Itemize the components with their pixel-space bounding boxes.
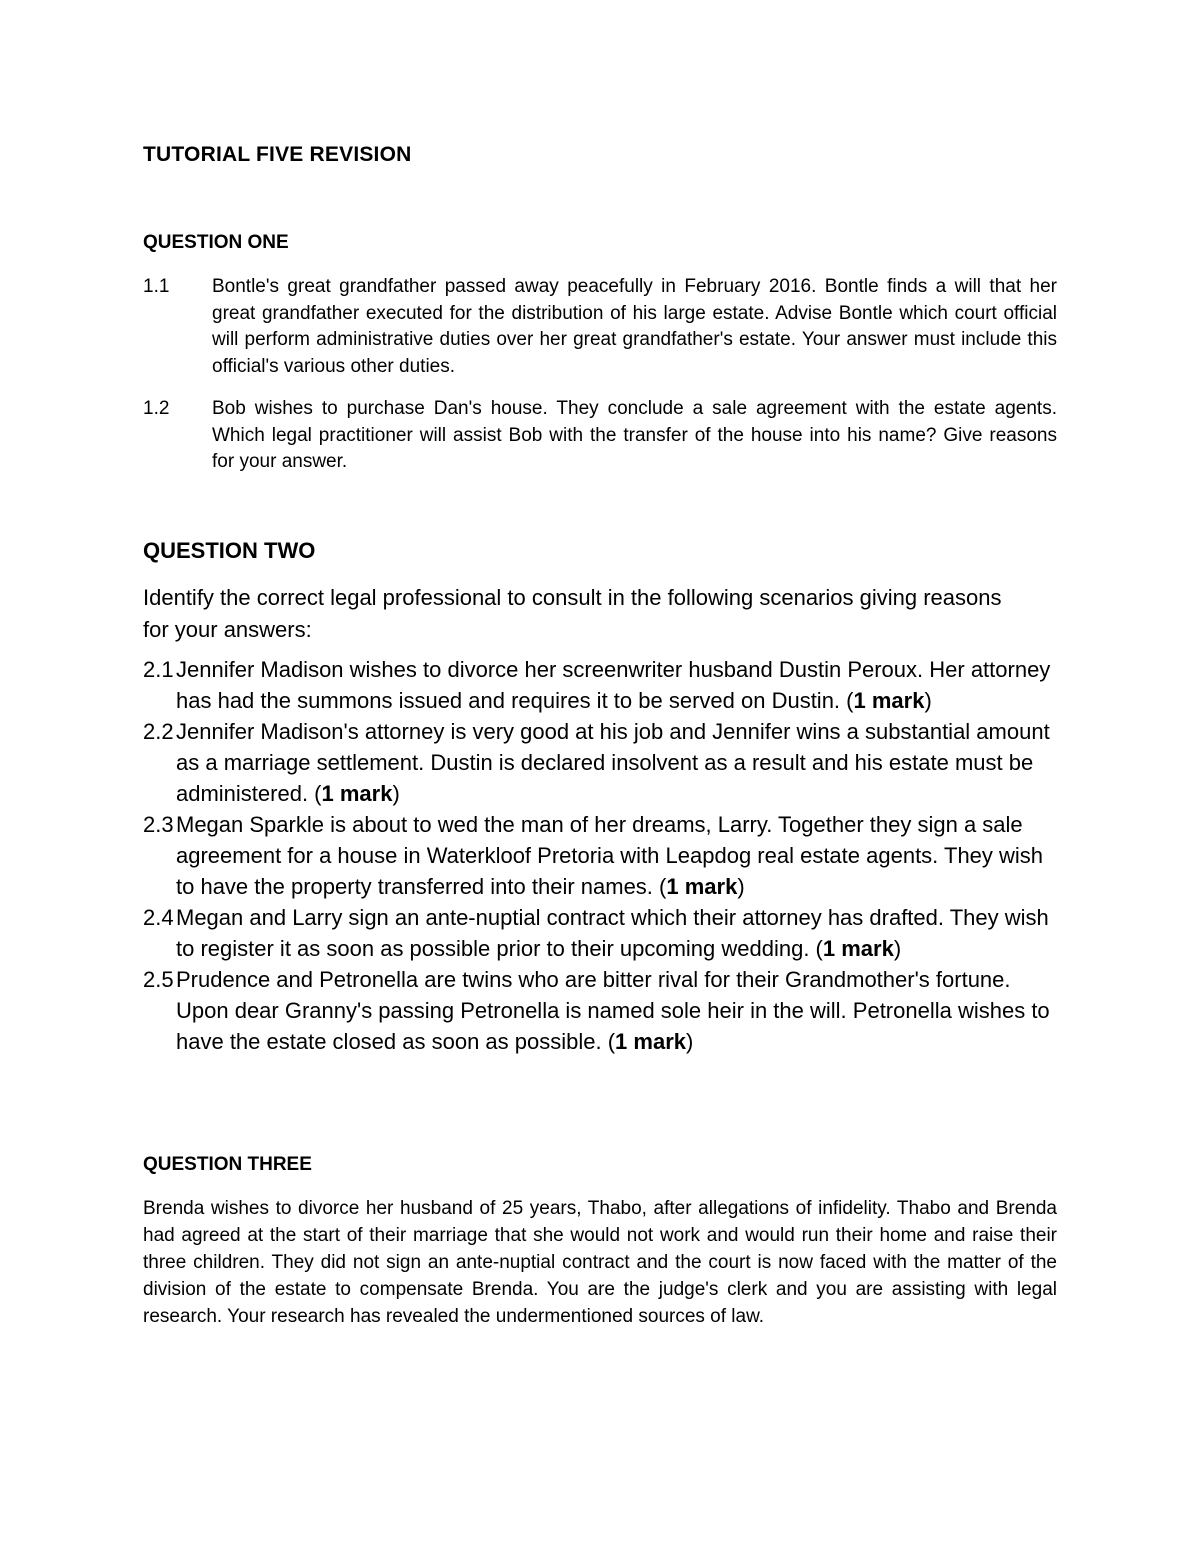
- item-text: Megan Sparkle is about to wed the man of her dreams, Larry. Together they sign a sale agreement for a house in Waterkloof Pretoria with Leapdog real estate agents. They wish to have the property transferred into their names. (: [176, 812, 1044, 899]
- item-number: 2.1: [143, 657, 174, 682]
- question-one-heading: QUESTION ONE: [143, 232, 289, 253]
- item-text: Megan and Larry sign an ante-nuptial contract which their attorney has drafted. They wish to register it as soon as possible prior to their upcoming wedding. (: [176, 905, 1049, 961]
- item-text: Jennifer Madison wishes to divorce her screenwriter husband Dustin Peroux. Her attorney has had the summons issued and requires it to be served on Dustin. (: [176, 657, 1051, 713]
- mark-close: ): [392, 781, 400, 806]
- question-item-2-5: [143, 964, 1053, 1057]
- item-number: 1.2: [143, 398, 170, 419]
- mark-allocation: 1 mark: [853, 688, 925, 713]
- question-two-heading: QUESTION TWO: [143, 538, 316, 563]
- question-item-1-2: [143, 396, 1057, 476]
- question-three-body: Brenda wishes to divorce her husband of 25 years, Thabo, after allegations of infidelity. Thabo and Brenda had agreed at the start of their marriage that she would not work and would run their home and raise their three children. They did not sign an ante-nuptial contract and the court is now faced with the matter of the division of the estate to compensate Brenda. You are the judge's clerk and you are assisting with legal research. Your research has revealed the undermentioned sources of law.: [143, 1198, 1057, 1327]
- question-item-2-1: [143, 654, 1053, 716]
- item-number: 2.4: [143, 905, 174, 930]
- item-number: 2.3: [143, 812, 174, 837]
- mark-close: ): [893, 936, 902, 961]
- question-two-list: [143, 654, 1053, 1057]
- mark-close: ): [924, 688, 932, 713]
- mark-allocation: 1 mark: [822, 936, 894, 961]
- question-three-heading: QUESTION THREE: [143, 1154, 312, 1175]
- mark-allocation: 1 mark: [321, 781, 393, 806]
- question-item-1-1: [143, 274, 1057, 381]
- question-two-intro: Identify the correct legal professional to consult in the following scenarios giving reasons for your answers:: [143, 585, 1002, 642]
- mark-allocation: 1 mark: [615, 1029, 686, 1054]
- item-text: Bob wishes to purchase Dan's house. They conclude a sale agreement with the estate agents. Which legal practitioner will assist Bob with the transfer of the house into his name? Give reasons for your answer.: [212, 398, 1057, 473]
- document-title: TUTORIAL FIVE REVISION: [143, 143, 412, 166]
- item-number: 2.2: [143, 719, 174, 744]
- question-item-2-4: [143, 902, 1053, 964]
- mark-allocation: 1 mark: [666, 874, 738, 899]
- question-item-2-2: [143, 716, 1053, 809]
- mark-close: ): [737, 874, 745, 899]
- item-number: 1.1: [143, 276, 170, 297]
- mark-close: ): [686, 1029, 694, 1054]
- question-item-2-3: [143, 809, 1053, 902]
- item-text: Bontle's great grandfather passed away peacefully in February 2016. Bontle finds a will that her great grandfather executed for the distribution of his large estate. Advise Bontle which court official will perform administrative duties over her great grandfather's estate. Your answer must include this official's various other duties.: [212, 276, 1057, 378]
- item-text: Prudence and Petronella are twins who are bitter rival for their Grandmother's fortune. Upon dear Granny's passing Petronella is named sole heir in the will. Petronella wishes to have the estate closed as soon as possible. (: [176, 967, 1050, 1054]
- item-text: Jennifer Madison's attorney is very good at his job and Jennifer wins a substantial amount as a marriage settlement. Dustin is declared insolvent as a result and his estate must be administered. (: [176, 719, 1050, 806]
- item-number: 2.5: [143, 967, 174, 992]
